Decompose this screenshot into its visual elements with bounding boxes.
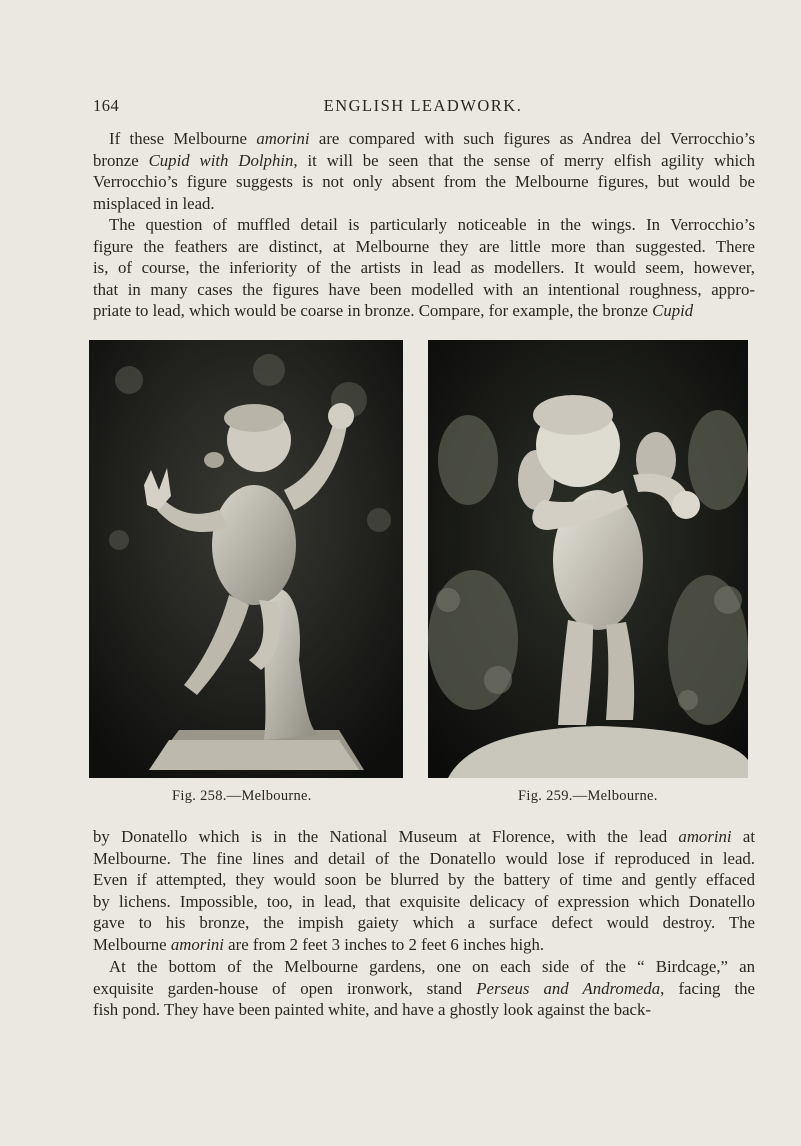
text-line [93,128,755,150]
italic-text: amorini [170,934,224,954]
text-line [93,978,755,1000]
text-line [93,171,755,193]
text-line [93,826,755,848]
figure-259-photo [428,340,748,778]
text-segment: Melbourne [93,934,171,954]
cupid-photo-left [89,340,403,778]
text-segment: priate to lead, which would be coarse in bronze. Compare, for example, the bronze [93,301,653,321]
italic-text: Cupid [652,301,694,321]
text-line [93,214,755,236]
italic-text: amorini [678,827,732,846]
text-segment: exquisite garden-house of open ironwork, stand [93,978,477,998]
italic-text: amorini [256,129,310,148]
paragraph-1 [93,128,755,214]
text-segment: that in many cases the figures have been modelled with an intentional roughness, appro- [93,279,755,299]
text-segment: The question of muffled detail is particularly noticeable in the wings. In Verrocchio’s [109,215,755,234]
text-segment: are compared with such figures as Andrea del Verrocchio’s [309,129,755,148]
text-line [93,236,755,258]
text-segment: gave to his bronze, the impish gaiety which a surface defect would destroy. The [93,913,755,933]
text-segment: at [731,827,755,846]
italic-text: Cupid with Dolphin [148,150,294,170]
figure-258-caption [172,788,312,805]
text-segment: by Donatello which is in the National Museum at Florence, with the lead [93,827,679,846]
text-segment: If these Melbourne [109,129,257,148]
paragraph-4 [93,956,755,1021]
figure-258-photo [89,340,403,778]
running-head: ENGLISH LEADWORK. [323,96,523,115]
text-segment: misplaced in lead. [93,193,215,213]
text-segment: At the bottom of the Melbourne gardens, one on each side of the “ Birdcage,” an [109,957,755,976]
text-segment: is, of course, the inferiority of the artists in lead as modellers. It would seem, however, [93,258,755,278]
text-line [93,869,755,891]
italic-text: Perseus and Andromeda [476,978,661,998]
text-line [93,150,755,172]
text-segment: by lichens. Impossible, too, in lead, that exquisite delicacy of expression which Donatello [93,891,755,911]
text-line [93,912,755,934]
text-line [93,956,755,978]
caption-258-text: Fig. 258.—Melbourne. [172,788,312,804]
text-line [93,891,755,913]
paragraph-2 [93,214,755,322]
text-segment: Melbourne. The fine lines and detail of the Donatello would lose if reproduced in lead. [93,848,755,868]
text-segment: figure the feathers are distinct, at Melbourne they are little more than suggested. There [93,236,755,256]
page-number: 164 [93,96,120,115]
text-line [93,934,755,956]
text-segment: , facing the [660,978,755,998]
text-segment: Even if attempted, they would soon be blurred by the battery of time and gently effaced [93,870,755,890]
text-segment: Verrocchio’s figure suggests is not only absent from the Melbourne figures, but would be [93,172,755,192]
page-header [93,96,753,120]
text-segment: , it will be seen that the sense of merry elfish agility which [293,150,755,170]
text-line [93,279,755,301]
text-line [93,257,755,279]
text-line [93,999,755,1021]
text-segment: fish pond. They have been painted white, and have a ghostly look against the back- [93,1000,651,1020]
caption-259-text: Fig. 259.—Melbourne. [518,788,658,804]
cupid-photo-right [428,340,748,778]
paragraph-3 [93,826,755,956]
text-segment: are from 2 feet 3 inches to 2 feet 6 inches high. [223,934,545,954]
text-segment: bronze [93,150,149,170]
text-line [93,300,755,322]
text-line [93,848,755,870]
text-line [93,193,755,215]
figure-259-caption [518,788,658,805]
